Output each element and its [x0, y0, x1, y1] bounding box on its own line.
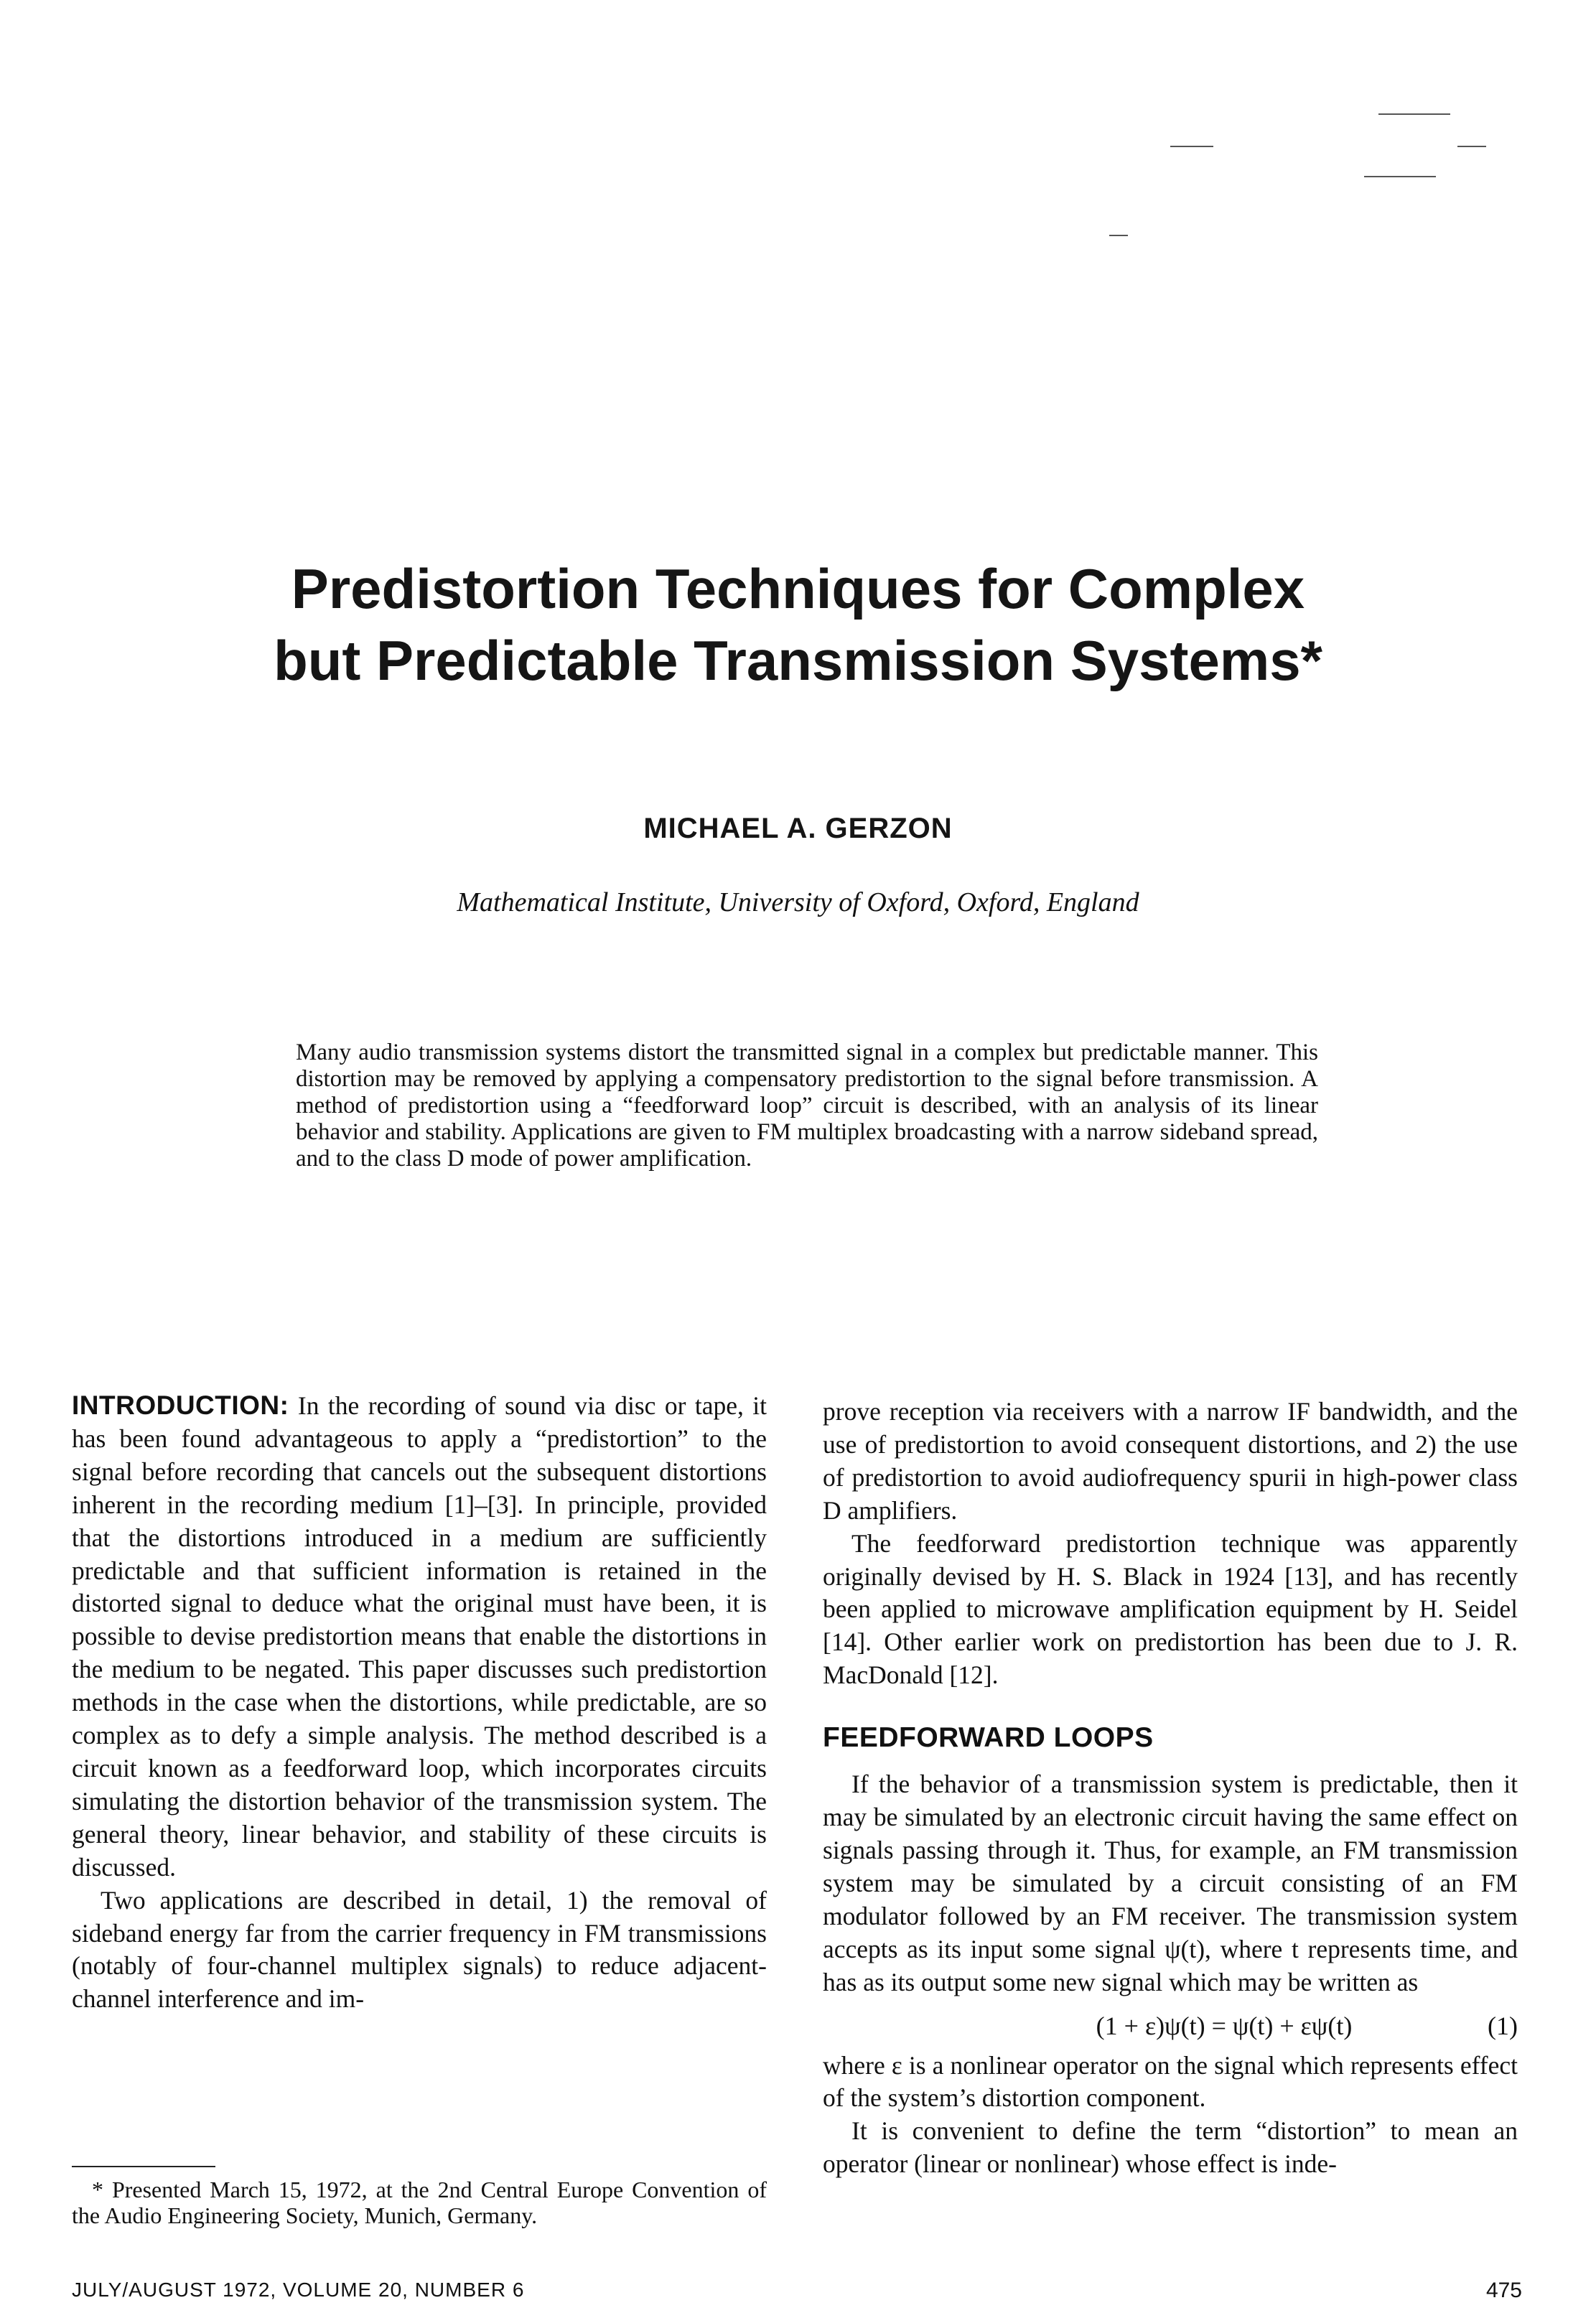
equation-1-expression: (1 + ε)ψ(t) = ψ(t) + εψ(t) [1096, 2011, 1353, 2040]
scan-mark [1364, 176, 1436, 177]
section-heading-feedforward: FEEDFORWARD LOOPS [823, 1722, 1154, 1754]
scan-mark [1109, 235, 1128, 236]
title-line-2: but Predictable Transmission Systems* [274, 629, 1322, 692]
intro-paragraph-3: The feedforward predistortion technique was apparently originally devised by H. S. Black in 1924 [13], and has recently been applied to microwave amplification equipment by H. Seidel [14]. Other earlier work on predistortion has been due to J. R. MacDonald [12]. [823, 1528, 1518, 1690]
footnote: * Presented March 15, 1972, at the 2nd Central Europe Convention of the Audio Engineering Society, Munich, Germany. [72, 2177, 767, 2228]
intro-paragraph-2: Two applications are described in detail, 1) the removal of sideband energy far from the carrier frequency in FM transmissions (notably of four-channel multiplex signals) to reduce adjacent-channel interference and im- [72, 1885, 767, 2014]
intro-paragraph-2-continued: prove reception via receivers with a narrow IF bandwidth, and the use of predistortion to avoid consequent distortions, and 2) the use of predistortion to avoid audiofrequency spurii in high-power class D amplifiers. [823, 1397, 1518, 1525]
scan-mark [1378, 113, 1450, 115]
author-name: MICHAEL A. GERZON [643, 813, 953, 844]
feedforward-paragraph-1: If the behavior of a transmission system is predictable, then it may be simulated by an electronic circuit having the same effect on signals passing through it. Thus, for example, an FM transmission system may be simulated by a circuit consisting of an FM modulator followed by an FM receiver. The transmission system accepts as its input some signal ψ(t), where t represents time, and has as its output some new signal which may be written as [823, 1770, 1518, 1996]
feedforward-paragraph-2: where ε is a nonlinear operator on the signal which represents effect of the system’s distortion component. [823, 2050, 1518, 2113]
title-line-1: Predistortion Techniques for Complex [291, 557, 1305, 620]
abstract: Many audio transmission systems distort the transmitted signal in a complex but predictable manner. This distortion may be removed by applying a compensatory predistortion to the signal before transmission. A method of predistortion using a “feedforward loop” circuit is described, with an analysis of its linear behavior and stability. Applications are given to FM multiplex broadcasting with a narrow sideband spread, and to the class D mode of power amplification. [296, 1039, 1318, 1172]
feedforward-paragraph-3: It is convenient to define the term “distortion” to mean an operator (linear or nonlinear) whose effect is inde- [823, 2116, 1518, 2179]
author-affiliation: Mathematical Institute, University of Oxford, Oxford, England [457, 887, 1139, 917]
equation-1 [823, 2005, 1518, 2047]
footnote-rule [72, 2166, 215, 2167]
journal-issue-line: JULY/AUGUST 1972, VOLUME 20, NUMBER 6 [72, 2279, 525, 2301]
right-column [823, 1396, 1518, 2181]
page-number: 475 [1485, 2279, 1522, 2302]
intro-heading: INTRODUCTION: [72, 1391, 289, 1420]
paper-title [144, 553, 1452, 696]
scan-mark [1170, 146, 1213, 147]
intro-paragraph-1-text: In the recording of sound via disc or tape, it has been found advantageous to apply a “predistortion” to the signal before recording that cancels out the subsequent distortions inherent in the recording medium [1]–[3]. In principle, provided that the distortions introduced in a medium are sufficiently predictable and that sufficient information is retained in the distorted signal to deduce what the original must have been, it is possible to devise predistortion means that enable the distortions in the medium to be negated. This paper discusses such predistortion methods in the case when the distortions, while predictable, are so complex as to defy a simple analysis. The method described is a circuit known as a feedforward loop, which incorporates circuits simulating the distortion behavior of the transmission system. The general theory, linear behavior, and stability of these circuits is discussed. [72, 1391, 767, 1882]
scan-mark [1457, 146, 1486, 147]
equation-1-number: (1) [1488, 2011, 1518, 2040]
left-column [72, 1389, 767, 2016]
intro-paragraph-1 [72, 1389, 767, 1884]
